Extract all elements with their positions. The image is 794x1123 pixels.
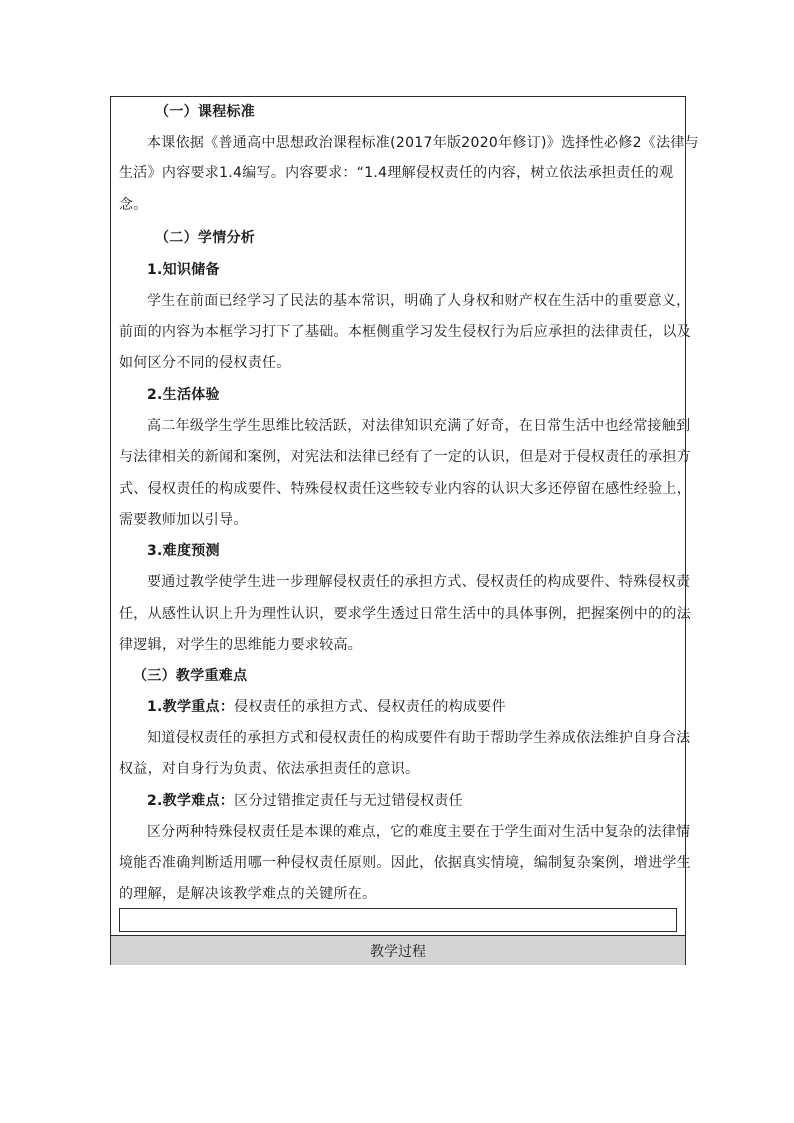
- subheading-difficulty: 3.难度预测: [147, 543, 220, 559]
- key-point-text: 侵权责任的承担方式、侵权责任的构成要件: [234, 699, 506, 715]
- paragraph-line: 律逻辑，对学生的思维能力要求较高。: [119, 637, 363, 653]
- paragraph-line: 如何区分不同的侵权责任。: [119, 355, 291, 371]
- lesson-plan-table: [110, 96, 699, 965]
- paragraph-line: 境能否准确判断适用哪一种侵权责任原则。因此，依据真实情境，编制复杂案例，增进学生: [119, 855, 691, 871]
- paragraph-line: 的理解，是解决该教学难点的关键所在。: [119, 886, 377, 902]
- section-heading-curriculum: （一）课程标准: [155, 104, 256, 120]
- teaching-process-label: 教学过程: [370, 943, 426, 960]
- key-point-label: 1.教学重点：: [147, 699, 235, 715]
- paragraph-line: 需要教师加以引导。: [119, 512, 248, 528]
- difficult-point-text: 区分过错推定责任与无过错侵权责任: [234, 793, 463, 809]
- teaching-process-header: [111, 935, 685, 965]
- section-heading-key-points: （三）教学重难点: [133, 668, 248, 684]
- paragraph-line: 高二年级学生学生思维比较活跃，对法律知识充满了好奇，在日常生活中也经常接触到: [147, 418, 691, 434]
- difficult-point-line: [119, 793, 677, 809]
- paragraph-line: 本课依据《普通高中思想政治课程标准(2017年版2020年修订)》选择性必修2《法律与: [147, 135, 699, 151]
- empty-table-row: [119, 908, 677, 932]
- paragraph-line: 知道侵权责任的承担方式和侵权责任的构成要件有助于帮助学生养成依法维护自身合法: [147, 730, 691, 746]
- section-heading-student-analysis: （二）学情分析: [155, 230, 256, 246]
- paragraph-line: 与法律相关的新闻和案例，对宪法和法律已经有了一定的认识，但是对于侵权责任的承担方: [119, 449, 691, 465]
- subheading-life-experience: 2.生活体验: [147, 387, 220, 403]
- paragraph-line: 前面的内容为本框学习打下了基础。本框侧重学习发生侵权行为后应承担的法律责任，以及: [119, 324, 691, 340]
- paragraph-line: 念。: [119, 197, 148, 213]
- paragraph-line: 任，从感性认识上升为理性认识，要求学生透过日常生活中的具体事例，把握案例中的的法: [119, 606, 691, 622]
- subheading-knowledge: 1.知识储备: [147, 262, 220, 278]
- difficult-point-label: 2.教学难点：: [147, 793, 235, 809]
- key-point-line: [119, 699, 677, 715]
- paragraph-line: 式、侵权责任的构成要件、特殊侵权责任这些较专业内容的认识大多还停留在感性经验上，: [119, 481, 691, 497]
- lesson-content-cell: [111, 97, 699, 906]
- paragraph-line: 学生在前面已经学习了民法的基本常识，明确了人身权和财产权在生活中的重要意义，: [147, 293, 691, 309]
- paragraph-line: 要通过教学使学生进一步理解侵权责任的承担方式、侵权责任的构成要件、特殊侵权责: [147, 574, 691, 590]
- paragraph-line: 生活》内容要求1.4编写。内容要求：“1.4理解侵权责任的内容，树立依法承担责任的观: [119, 165, 674, 181]
- paragraph-line: 区分两种特殊侵权责任是本课的难点，它的难度主要在于学生面对生活中复杂的法律情: [147, 824, 691, 840]
- paragraph-line: 权益，对自身行为负责、依法承担责任的意识。: [119, 761, 420, 777]
